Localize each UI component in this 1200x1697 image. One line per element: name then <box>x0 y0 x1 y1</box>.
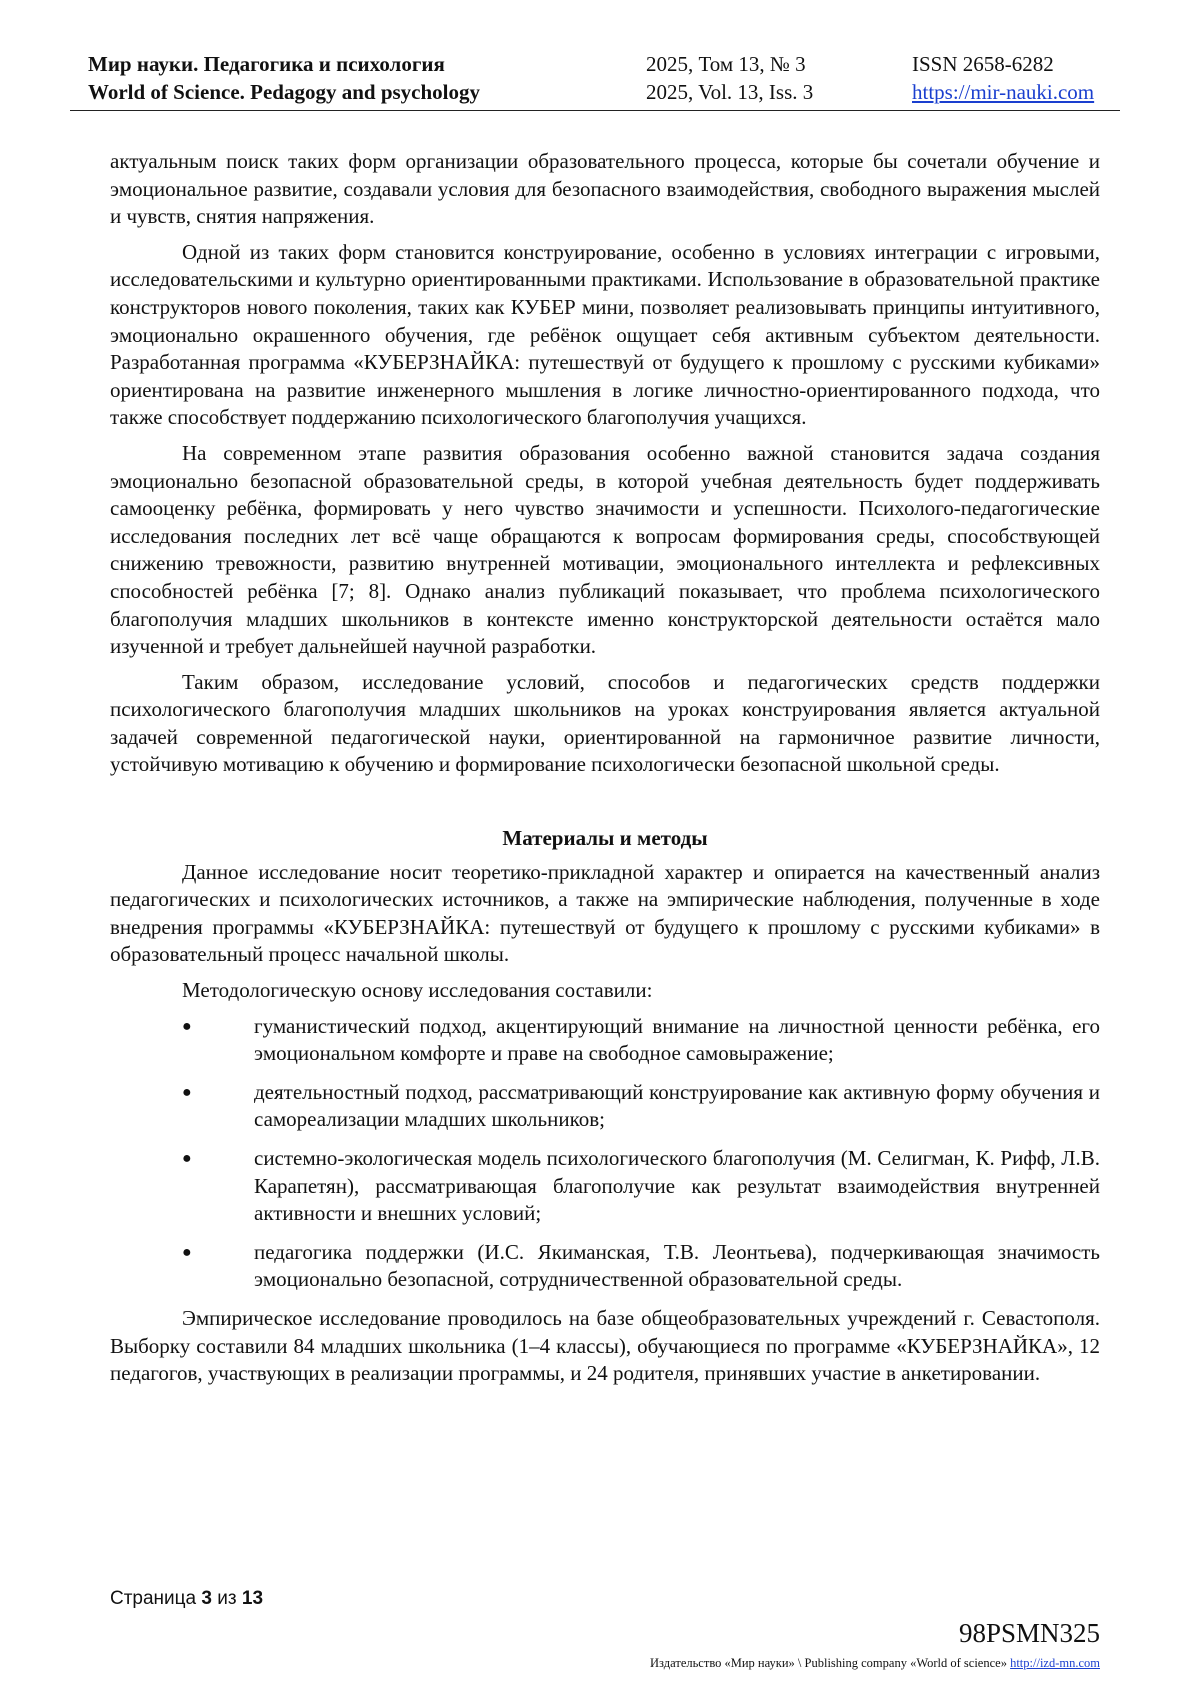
page-total: 13 <box>241 1588 264 1609</box>
bullet-icon: ● <box>182 1017 192 1035</box>
journal-title <box>88 50 480 106</box>
bullet-icon: ● <box>182 1243 192 1261</box>
list-item-text: гуманистический подход, акцентирующий внимание на личностной ценности ребёнка, его эмоциональном комфорте и праве на свободное самовыражение; <box>254 1013 1100 1066</box>
page-label: Страница <box>110 1588 197 1609</box>
paragraph-5: Данное исследование носит теоретико-прикладной характер и опирается на качественный анализ педагогических и психологических источников, а также на эмпирические наблюдения, полученные в ходе внедрения программы «КУБЕРЗНАЙКА: путешествуй от будущего к прошлому с русскими кубиками» в образовательный процесс начальной школы. <box>110 859 1100 967</box>
list-item <box>110 1239 1100 1294</box>
journal-title-ru: Мир науки. Педагогика и психология <box>88 52 445 76</box>
publisher-line <box>650 1656 1100 1671</box>
paragraph-7: Эмпирическое исследование проводилось на базе общеобразовательных учреждений г. Севастополя. Выборку составили 84 младших школьника (1–4 классы), обучающиеся по программе «КУБЕРЗНАЙКА», 12 педагогов, участвующих в реализации программы, и 24 родителя, принявших участие в анкетировании. <box>110 1305 1100 1386</box>
issue-info-ru: 2025, Том 13, № 3 <box>646 52 806 76</box>
paragraph-6: Методологическую основу исследования составили: <box>182 978 653 1003</box>
page-number <box>110 1588 263 1610</box>
issn-block <box>912 50 1094 106</box>
article-body <box>110 148 1100 1396</box>
page-of: из <box>217 1588 237 1609</box>
publisher-url-link[interactable]: http://izd-mn.com <box>1010 1656 1100 1670</box>
list-item-text: системно-экологическая модель психологического благополучия (М. Селигман, К. Рифф, Л.В. Карапетян), рассматривающая благополучие как результат взаимодействия внутренней активности и внешних условий; <box>254 1146 1100 1226</box>
publisher-text: Издательство «Мир науки» \ Publishing company «World of science» <box>650 1656 1007 1670</box>
header-divider <box>70 110 1120 111</box>
issue-info-en: 2025, Vol. 13, Iss. 3 <box>646 80 814 104</box>
page-current: 3 <box>201 1588 212 1609</box>
journal-title-en: World of Science. Pedagogy and psychology <box>88 80 481 104</box>
list-item <box>110 1013 1100 1068</box>
document-code: 98PSMN325 <box>958 1618 1100 1648</box>
paragraph-3: На современном этапе развития образования особенно важной становится задача создания эмоционально безопасной образовательной среды, в которой учебная деятельность будет поддерживать самооценку ребёнка, формировать у него чувство значимости и успешности. Психолого-педагогические исследования последних лет всё чаще обращаются к вопросам формирования среды, способствующей снижению тревожности, развитию внутренней мотивации, эмоционального интеллекта и рефлексивных способностей ребёнка [7; 8]. Однако анализ публикаций показывает, что проблема психологического благополучия младших школьников в контексте именно конструкторской деятельности остаётся мало изученной и требует дальнейшей научной разработки. <box>110 440 1100 659</box>
journal-url-link[interactable]: https://mir-nauki.com <box>912 80 1095 104</box>
paragraph-4: Таким образом, исследование условий, способов и педагогических средств поддержки психологического благополучия младших школьников на уроках конструирования является актуальной задачей современной педагогической науки, ориентированной на гармоничное развитие личности, устойчивую мотивацию к обучению и формирование психологически безопасной школьной среды. <box>110 669 1100 777</box>
list-item-text: педагогика поддержки (И.С. Якиманская, Т.В. Леонтьева), подчеркивающая значимость эмоционально безопасной, сотрудничественной образовательной среды. <box>254 1239 1100 1292</box>
paragraph-1: актуальным поиск таких форм организации образовательного процесса, которые бы сочетали обучение и эмоциональное развитие, создавали условия для безопасного взаимодействия, свободного выражения мыслей и чувств, снятия напряжения. <box>110 149 1100 229</box>
journal-header <box>0 0 1200 115</box>
paragraph-2: Одной из таких форм становится конструирование, особенно в условиях интеграции с игровыми, исследовательскими и культурно ориентированными практиками. Использование в образовательной практике конструкторов нового поколения, таких как КУБЕР мини, позволяет реализовывать принципы интуитивного, эмоционально окрашенного обучения, где ребёнок ощущает себя активным субъектом деятельности. Разработанная программа «КУБЕРЗНАЙКА: путешествуй от будущего к прошлому с русскими кубиками» ориентирована на развитие инженерного мышления в логике личностно-ориентированного подхода, что также способствует поддержанию психологического благополучия учащихся. <box>110 239 1100 430</box>
methodology-list <box>110 1013 1100 1294</box>
issue-info <box>646 50 813 106</box>
list-item-text: деятельностный подход, рассматривающий конструирование как активную форму обучения и самореализации младших школьников; <box>254 1079 1100 1132</box>
section-heading-materials-methods: Материалы и методы <box>502 826 708 851</box>
issn: ISSN 2658-6282 <box>912 52 1054 76</box>
list-item <box>110 1079 1100 1134</box>
bullet-icon: ● <box>182 1150 192 1167</box>
bullet-icon: ● <box>182 1083 192 1101</box>
list-item <box>110 1145 1100 1228</box>
